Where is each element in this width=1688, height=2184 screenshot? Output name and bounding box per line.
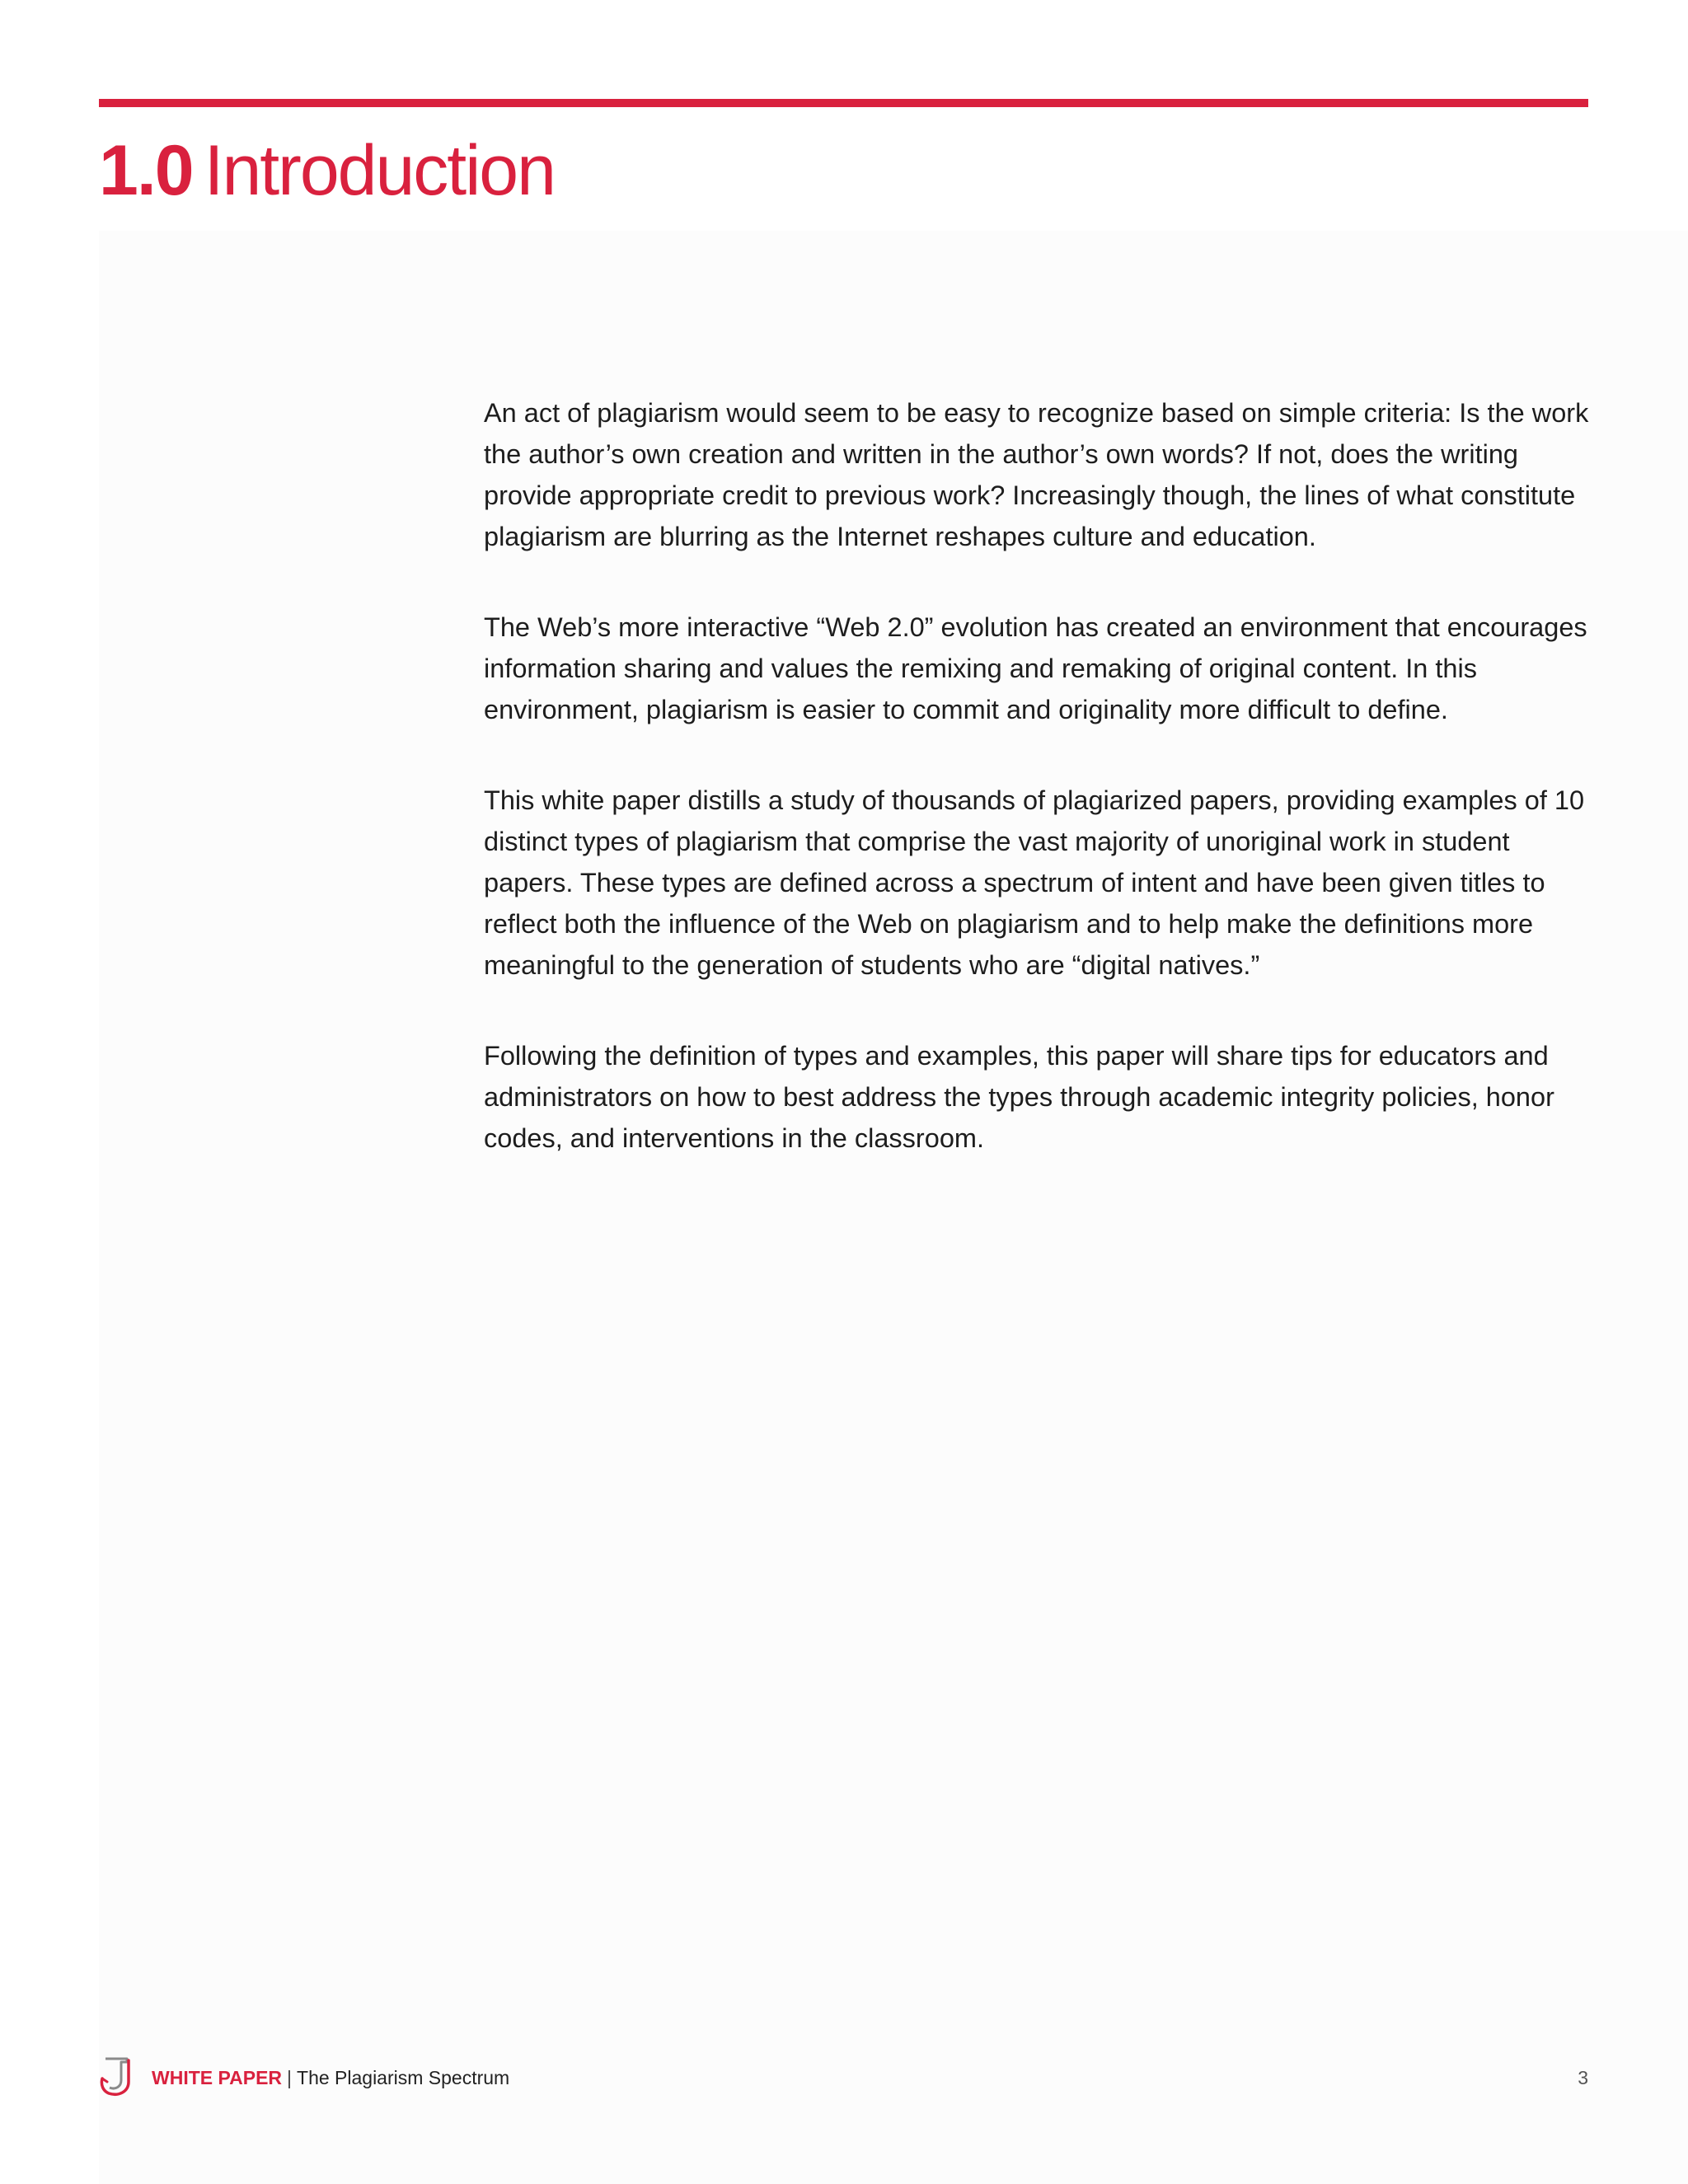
paragraph: The Web’s more interactive “Web 2.0” evolution has created an environment that encourages information sharing and values the remixing and remaking of original content. In this environment, plagiarism is easier to commit and originality more difficult to define. xyxy=(484,612,1587,724)
page-number: 3 xyxy=(1578,2067,1588,2088)
body-text xyxy=(484,392,1605,1208)
section-heading xyxy=(99,125,555,216)
paragraph: This white paper distills a study of thousands of plagiarized papers, providing examples of 10 distinct types of plagiarism that comprise the vast majority of unoriginal work in student papers. These types are defined across a spectrum of intent and have been given titles to reflect both the influence of the Web on plagiarism and to help make the definitions more meaningful to the generation of students who are “digital natives.” xyxy=(484,785,1585,980)
footer-doc-type: WHITE PAPER xyxy=(152,2067,283,2088)
paragraph: Following the definition of types and examples, this paper will share tips for educators and administrators on how to best address the types through academic integrity policies, honor codes, and interventions in the classroom. xyxy=(484,1041,1554,1153)
section-title: Introduction xyxy=(204,131,555,210)
turnitin-logo-icon xyxy=(99,2054,140,2098)
section-number: 1.0 xyxy=(99,131,193,210)
page-footer xyxy=(99,2054,1588,2103)
paragraph: An act of plagiarism would seem to be easy to recognize based on simple criteria: Is the work the author’s own creation and written in the author’s own words? If not, does the writing provide appropriate credit to previous work? Increasingly though, the lines of what constitute plagiarism are blurring as the Internet reshapes culture and education. xyxy=(484,398,1589,551)
footer-label xyxy=(152,2065,509,2090)
footer-doc-title: The Plagiarism Spectrum xyxy=(297,2067,510,2088)
footer-separator: | xyxy=(287,2067,293,2088)
top-rule xyxy=(99,99,1588,107)
